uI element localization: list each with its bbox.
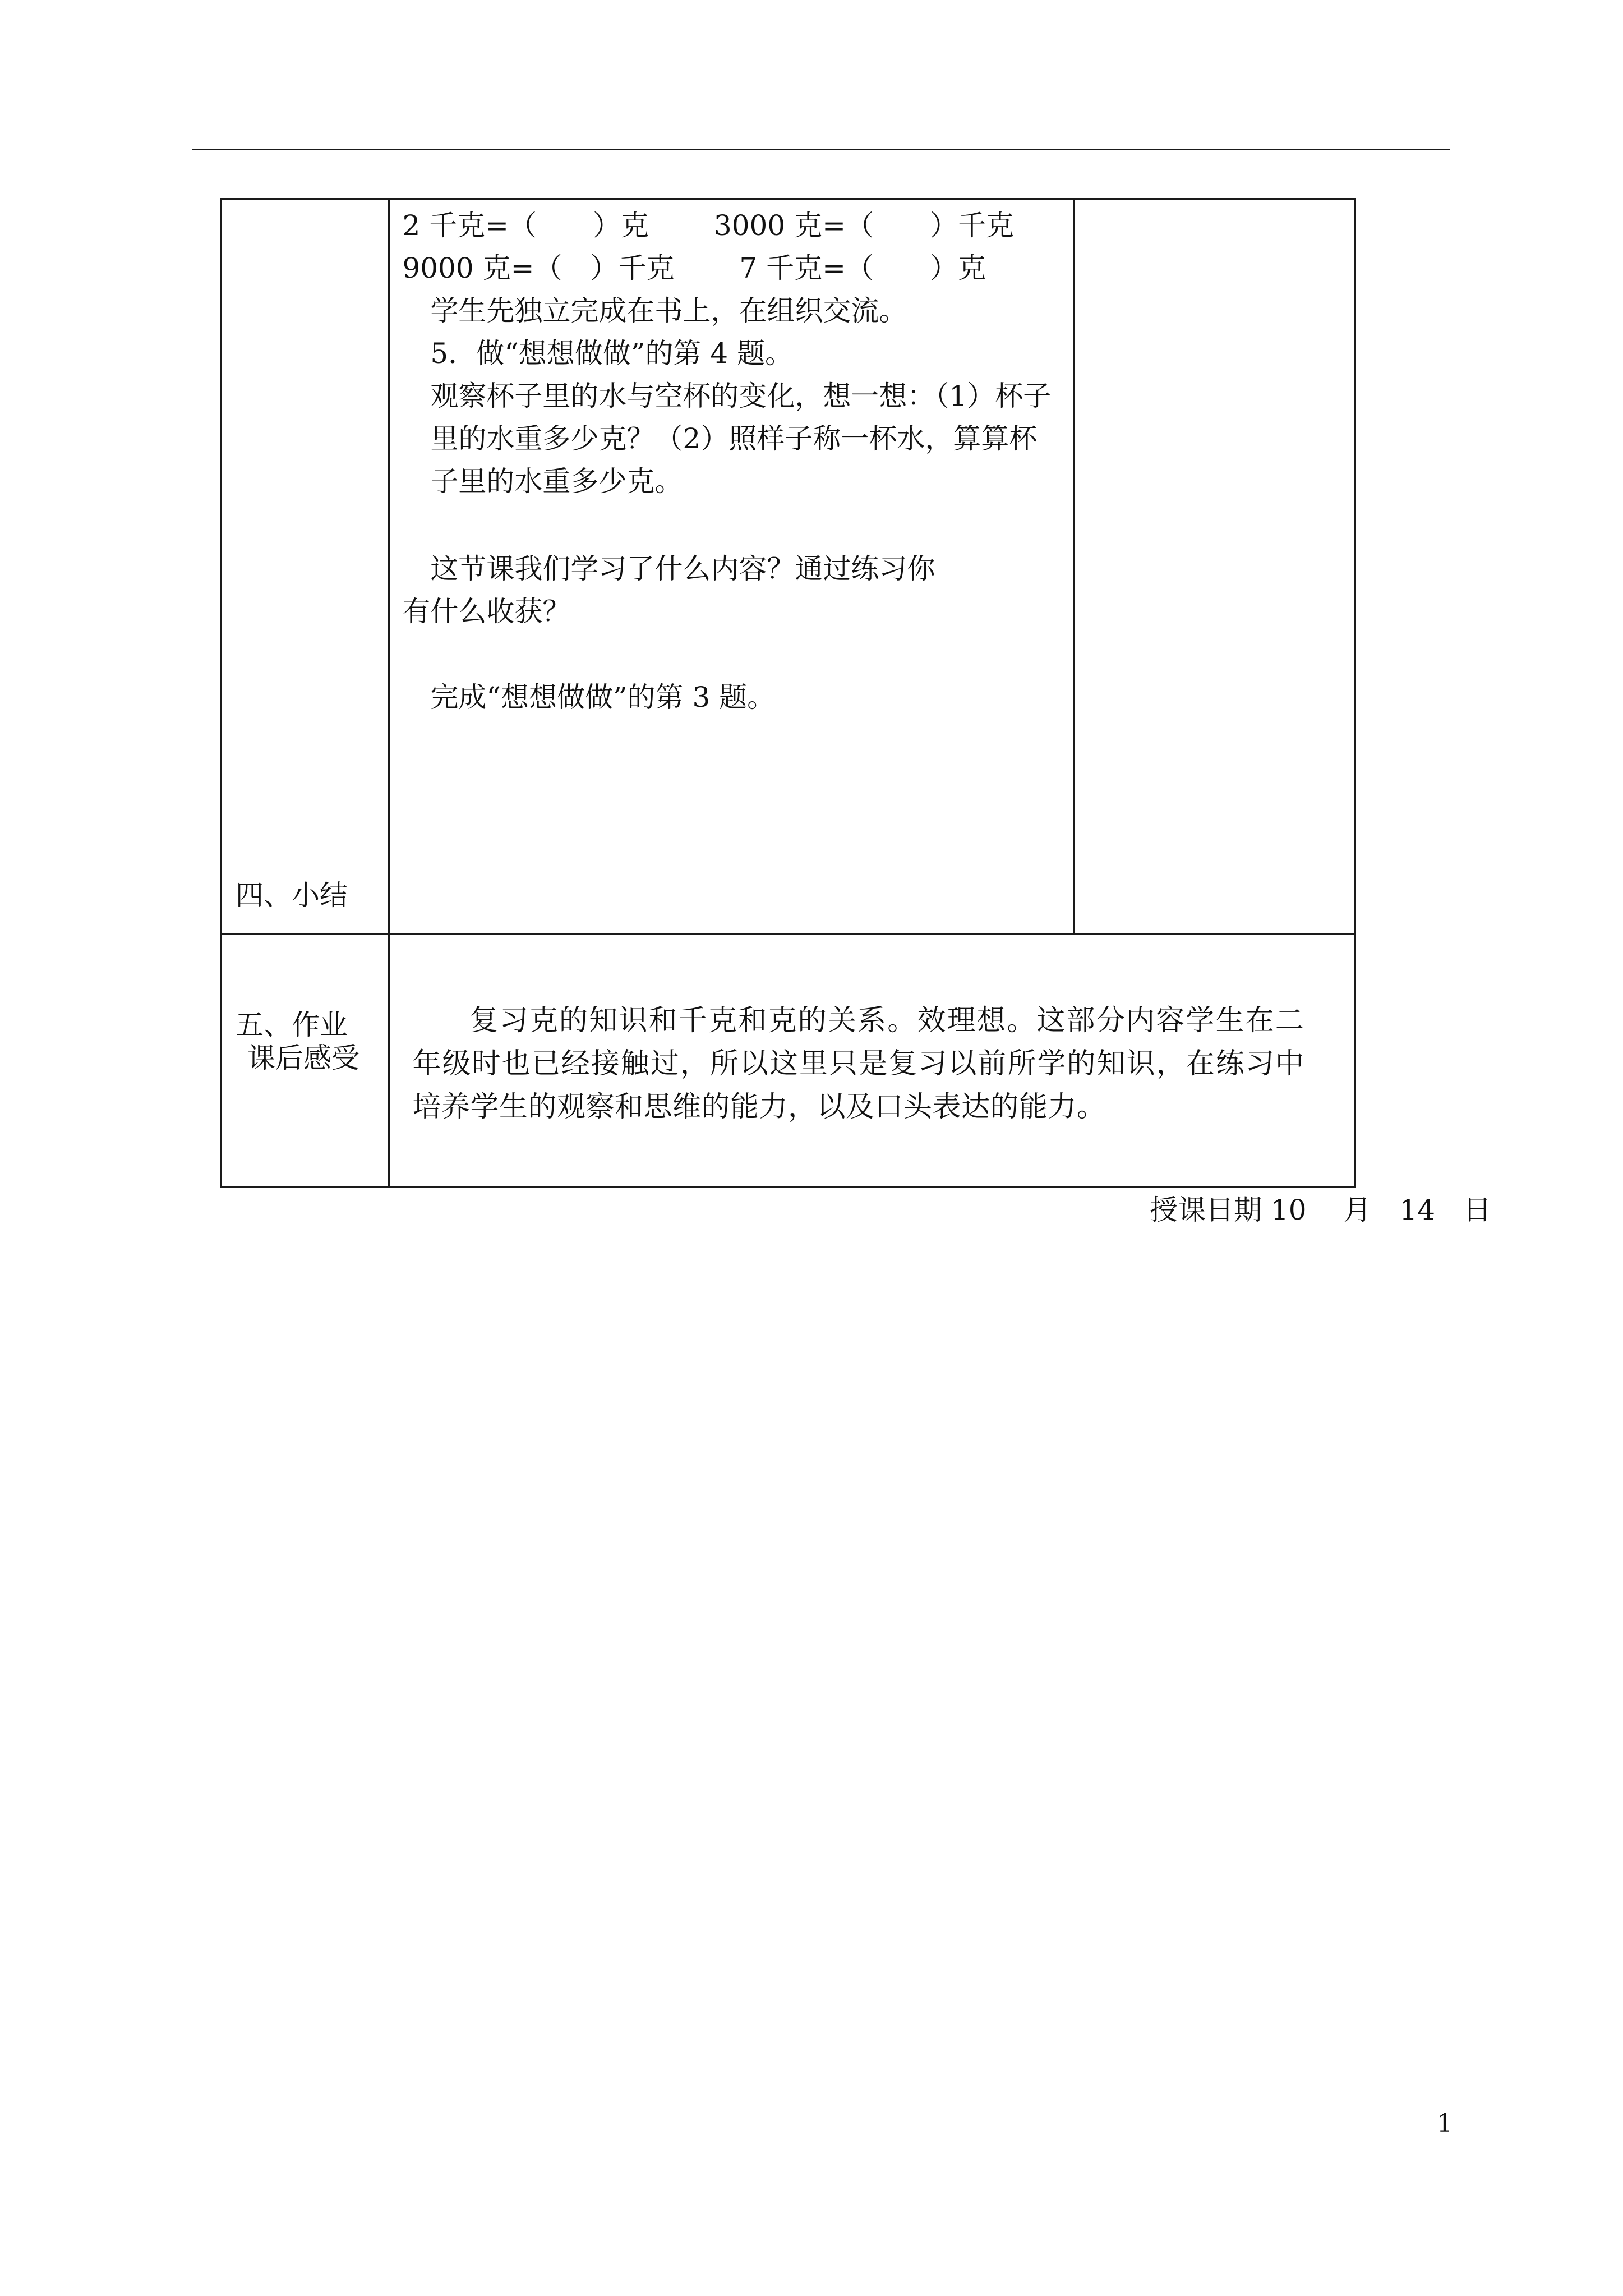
section-homework-label: 五、作业 — [236, 1009, 348, 1041]
notes-cell — [1074, 199, 1355, 934]
section-summary-label: 四、小结 — [236, 879, 348, 912]
reflection-row — [222, 934, 1355, 1188]
observe-line-1: 观察杯子里的水与空杯的变化，想一想：（1）杯子 — [402, 380, 1052, 412]
observe-line-2: 里的水重多少克？（2）照样子称一杯水，算算杯 — [402, 422, 1038, 455]
lesson-plan-table — [220, 198, 1356, 1188]
section-label-cell — [222, 199, 389, 1041]
exercise-5-line: 5．做“想想做做”的第 4 题。 — [402, 337, 793, 370]
lesson-row — [222, 199, 1355, 934]
reflection-label-cell — [222, 934, 389, 1188]
reflection-text: 复习克的知识和千克和克的关系。效理想。这部分内容学生在二年级时也已经接触过，所以这里只是复习以前所学的知识，在练习中培养学生的观察和思维的能力，以及口头表达的能力。 — [412, 1004, 1304, 1124]
homework-line: 完成“想想做做”的第 3 题。 — [402, 681, 776, 714]
page-number: 1 — [1437, 2109, 1453, 2138]
reflection-content-cell — [389, 934, 1355, 1188]
summary-question-line-2: 有什么收获？ — [402, 595, 571, 628]
instruction-line: 学生先独立完成在书上，在组织交流。 — [402, 295, 907, 327]
lesson-date: 授课日期 10 月 14 日 — [1150, 1194, 1492, 1226]
lesson-content-cell — [389, 199, 1074, 934]
conversion-exercise-line-2: 9000 克=（ ）千克 7 千克=（ ）克 — [402, 252, 986, 284]
reflection-label: 课后感受 — [247, 1042, 359, 1075]
header-rule — [192, 149, 1450, 150]
observe-line-3: 子里的水重多少克。 — [402, 465, 683, 498]
summary-question-line-1: 这节课我们学习了什么内容？通过练习你 — [402, 553, 935, 585]
conversion-exercise-line-1: 2 千克=（ ）克 3000 克=（ ）千克 — [402, 209, 1014, 242]
